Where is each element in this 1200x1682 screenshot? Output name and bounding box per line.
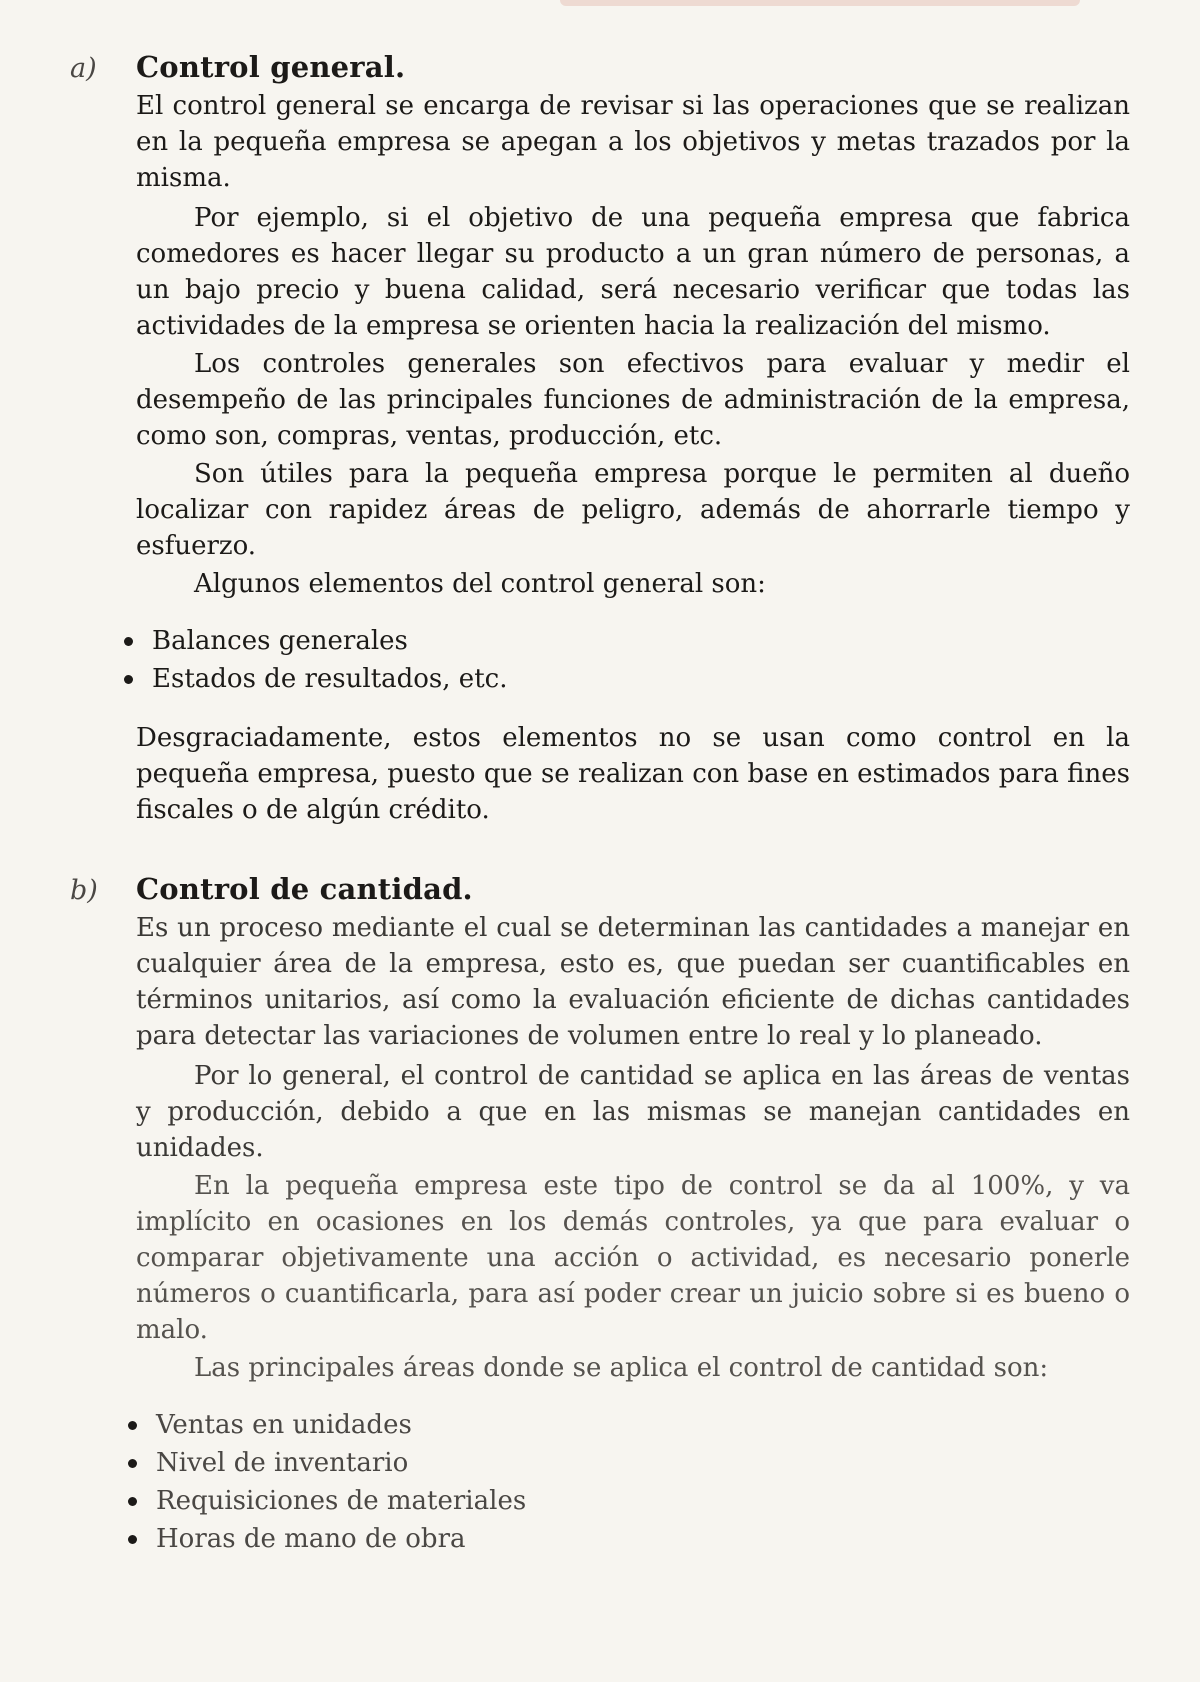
bullet-list: [130, 1406, 1130, 1558]
page-edge-shadow: [560, 0, 1080, 6]
paragraph: El control general se encarga de revisar si las operaciones que se realizan en la pequeña empresa se apegan a los objetivos y metas trazados por la misma.: [136, 91, 1130, 193]
list-item: Horas de mano de obra: [130, 1520, 1130, 1558]
paragraph: Son útiles para la pequeña empresa porque le permiten al dueño localizar con rapidez áreas de peligro, además de ahorrarle tiempo y esfuerzo.: [136, 459, 1130, 561]
section-heading: [70, 872, 1130, 906]
paragraph: Por ejemplo, si el objetivo de una pequeña empresa que fabrica comedores es hacer llegar su producto a un gran número de personas, a un bajo precio y buena calidad, será necesario verificar que todas las actividades de la empresa se orienten hacia la realización del mismo.: [136, 203, 1130, 341]
paragraph: Los controles generales son efectivos para evaluar y medir el desempeño de las principales funciones de administración de la empresa, como son, compras, ventas, producción, etc.: [136, 349, 1130, 451]
bullet-list: [126, 622, 1130, 698]
section-letter: a): [70, 53, 97, 84]
paragraph: Las principales áreas donde se aplica el control de cantidad son:: [194, 1353, 1049, 1383]
list-item: Nivel de inventario: [130, 1444, 1130, 1482]
section-control-general: [70, 50, 1130, 828]
section-body: [70, 910, 1130, 1166]
section-title: Control general.: [136, 50, 406, 84]
section-control-cantidad: [70, 872, 1130, 1558]
paragraph: Es un proceso mediante el cual se determinan las cantidades a manejar en cualquier área de la empresa, esto es, que puedan ser cuantificables en términos unitarios, así como la evaluación eficiente de dichas cantidades para detectar las variaciones de volumen entre lo real y lo planeado.: [136, 913, 1130, 1051]
section-letter: b): [70, 875, 98, 906]
paragraph: En la pequeña empresa este tipo de control se da al 100%, y va implícito en ocasiones en los demás controles, ya que para evaluar o comparar objetivamente una acción o actividad, es necesario ponerle números o cuantificarla, para así poder crear un juicio sobre si es bueno o malo.: [136, 1171, 1130, 1345]
paragraph: Por lo general, el control de cantidad se aplica en las áreas de ventas y producción, debido a que en las mismas se manejan cantidades en unidades.: [136, 1061, 1130, 1163]
section-body: [70, 88, 1130, 602]
section-heading: [70, 50, 1130, 84]
section-body-faded: [70, 1168, 1130, 1386]
list-item: Estados de resultados, etc.: [126, 660, 1130, 698]
document-page: [70, 50, 1130, 1602]
list-item: Ventas en unidades: [130, 1406, 1130, 1444]
paragraph: Algunos elementos del control general son:: [194, 569, 766, 599]
section-closing: [70, 720, 1130, 828]
paragraph: Desgraciadamente, estos elementos no se usan como control en la pequeña empresa, puesto que se realizan con base en estimados para fines fiscales o de algún crédito.: [136, 723, 1130, 825]
list-item: Balances generales: [126, 622, 1130, 660]
list-item: Requisiciones de materiales: [130, 1482, 1130, 1520]
section-title: Control de cantidad.: [136, 872, 473, 906]
